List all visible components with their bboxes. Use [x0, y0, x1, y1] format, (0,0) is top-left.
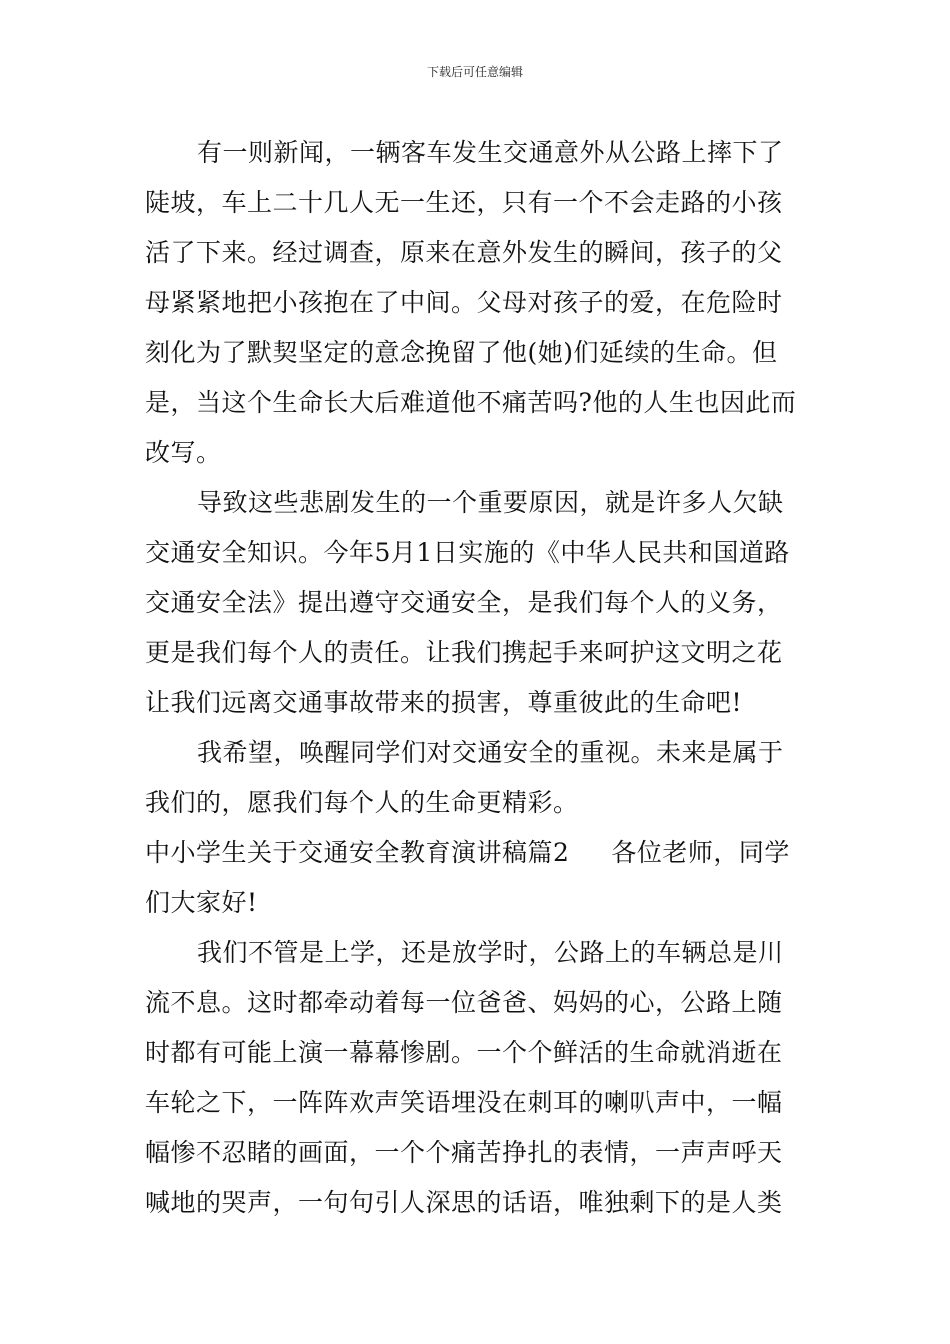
text-line: 流不息。这时都牵动着每一位爸爸、妈妈的心，公路上随 [145, 988, 783, 1017]
section-heading-line [145, 828, 807, 878]
text-line: 改写。 [145, 438, 222, 467]
text-line: 刻化为了默契坚定的意念挽留了他(她)们延续的生命。但 [145, 338, 778, 367]
text-line: 有一则新闻，一辆客车发生交通意外从公路上摔下了 [197, 138, 784, 167]
text-line: 更是我们每个人的责任。让我们携起手来呵护这文明之花 [145, 638, 783, 667]
text-line: 我们的，愿我们每个人的生命更精彩。 [145, 788, 579, 817]
text-line: 交通安全知识。今年5月1日实施的《中华人民共和国道路 [145, 538, 790, 567]
text-line: 导致这些悲剧发生的一个重要原因，就是许多人欠缺 [197, 488, 784, 517]
text-line: 喊地的哭声，一句句引人深思的话语，唯独剩下的是人类 [145, 1188, 783, 1217]
document-body [145, 128, 807, 1228]
text-line: 交通安全法》提出遵守交通安全，是我们每个人的义务， [145, 588, 783, 617]
text-line: 活了下来。经过调查，原来在意外发生的瞬间，孩子的父 [145, 238, 783, 267]
salutation-start: 各位老师，同学 [611, 838, 790, 867]
text-line: 是，当这个生命长大后难道他不痛苦吗?他的人生也因此而 [145, 388, 797, 417]
text-line: 幅惨不忍睹的画面，一个个痛苦挣扎的表情，一声声呼天 [145, 1138, 783, 1167]
text-line: 陡坡，车上二十几人无一生还，只有一个不会走路的小孩 [145, 188, 783, 217]
text-line: 们大家好! [145, 888, 258, 917]
page-header: 下载后可任意编辑 [426, 65, 523, 79]
text-line: 母紧紧地把小孩抱在了中间。父母对孩子的爱，在危险时 [145, 288, 783, 317]
text-line: 我们不管是上学，还是放学时，公路上的车辆总是川 [197, 938, 784, 967]
text-line: 让我们远离交通事故带来的损害，尊重彼此的生命吧! [145, 688, 743, 717]
text-line: 时都有可能上演一幕幕惨剧。一个个鲜活的生命就消逝在 [145, 1038, 783, 1067]
text-line: 车轮之下，一阵阵欢声笑语埋没在刺耳的喇叭声中，一幅 [145, 1088, 783, 1117]
text-line: 我希望，唤醒同学们对交通安全的重视。未来是属于 [197, 738, 784, 767]
section-heading: 中小学生关于交通安全教育演讲稿篇2 [145, 838, 570, 867]
